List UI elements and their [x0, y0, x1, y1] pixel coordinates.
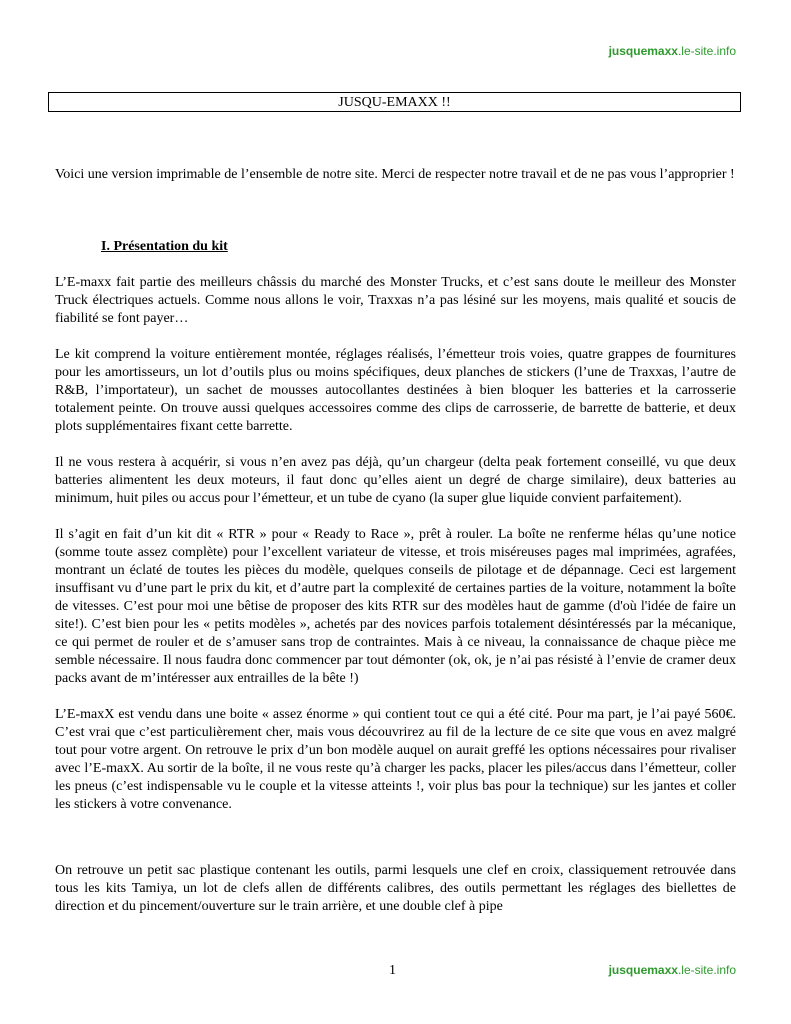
body-paragraph-continued: On retrouve un petit sac plastique contenant les outils, parmi lesquels une clef en croix, classiquement retrouvée dans tous les kits Tamiya, un lot de clefs allen de différents calibres, des outils permettant les réglages des biellettes de direction et du pincement/ouverture sur le train arrière, et une double clef à pipe — [55, 863, 736, 914]
spacer — [55, 202, 736, 220]
page-number: 1 — [389, 963, 396, 978]
header-site-domain: .le-site.info — [677, 44, 736, 58]
document-body — [55, 166, 736, 832]
document-title: JUSQU-EMAXX !! — [48, 92, 741, 112]
section-heading: I. Présentation du kit — [101, 239, 228, 254]
body-paragraph: Le kit comprend la voiture entièrement montée, réglages réalisés, l’émetteur trois voies, quatre grappes de fournitures pour les amortisseurs, un lot d’outils plus ou moins spécifiques, deux planches de stickers (l’une de Traxxas, l’autre de R&B, l’importateur), un sachet de mousses autocollantes destinées à bien bloquer les batteries et la carrosserie totalement peinte. On trouve aussi quelques accessoires comme des clips de carrosserie, de barrette de batterie, et deux plots supplémentaires fixant cette barrette. — [55, 347, 736, 434]
body-paragraph: L’E-maxX est vendu dans une boite « assez énorme » qui contient tout ce qui a été cité. Pour ma part, je l’ai payé 560€. C’est vrai que c’est particulièrement cher, mais vous découvrirez au fil de la lecture de ce site que vous en avez malgré tout pour votre argent. On retrouve le prix d’un bon modèle auquel on aurait greffé les options nécessaires pour rivaliser avec l’E-maxX. Au sortir de la boîte, il ne vous reste qu’à charger les packs, placer les piles/accus dans l’émetteur, coller les pneus (c’est indispensable vu le couple et la vitesse atteints !, voir plus bas pour la technique) sur les jantes et coller les stickers à votre convenance. — [55, 707, 736, 812]
footer-site-link — [609, 963, 736, 977]
intro-paragraph: Voici une version imprimable de l’ensemble de notre site. Merci de respecter notre travail et de ne pas vous l’approprier ! — [55, 167, 735, 182]
footer-site-brand: jusquemaxx — [608, 963, 678, 977]
body-paragraph: L’E-maxx fait partie des meilleurs châssis du marché des Monster Trucks, et c’est sans doute le meilleur des Monster Truck électriques actuels. Comme nous allons le voir, Traxxas n’a pas lésiné sur les moyens, mais qualité et soucis de fiabilité se font payer… — [55, 275, 736, 326]
header-site-link — [609, 44, 736, 58]
footer-site-domain: .le-site.info — [677, 963, 736, 977]
body-paragraph: Il ne vous restera à acquérir, si vous n’en avez pas déjà, qu’un chargeur (delta peak fortement conseillé, vu que deux batteries alimentent les deux moteurs, il faut donc qu’elles aient un degré de charge similaire), deux batteries au minimum, huit piles ou accus pour l’émetteur, et un tube de cyano (la super glue liquide convient parfaitement). — [55, 455, 736, 506]
body-paragraph: Il s’agit en fait d’un kit dit « RTR » pour « Ready to Race », prêt à rouler. La boîte ne renferme hélas qu’une notice (somme toute assez complète) pour l’excellent variateur de vitesse, et trois miséreuses pages mal imprimées, agrafées, montrant un éclaté de toutes les pièces du modèle, quelques conseils de pilotage et de dépannage. Ceci est largement insuffisant vu d’une part le prix du kit, et d’autre part la complexité de certaines parties de la voiture, notamment la boîte de vitesses. C’est pour moi une bêtise de proposer des kits RTR sur des modèles haut de gamme (d'où l'idée de faire un site!). C’est bien pour les « petits modèles », achetés par des novices parfois totalement désintéressés par la mécanique, ce qui permet de rouler et de s’amuser sans trop de contraintes. Mais à ce niveau, la connaissance de chaque pièce me semble nécessaire. Il nous faudra donc commencer par tout démonter (ok, ok, je n’ai pas résisté à l’envie de cramer deux packs avant de m’intéresser aux entrailles de la bête !) — [55, 527, 736, 686]
header-site-brand: jusquemaxx — [608, 44, 678, 58]
